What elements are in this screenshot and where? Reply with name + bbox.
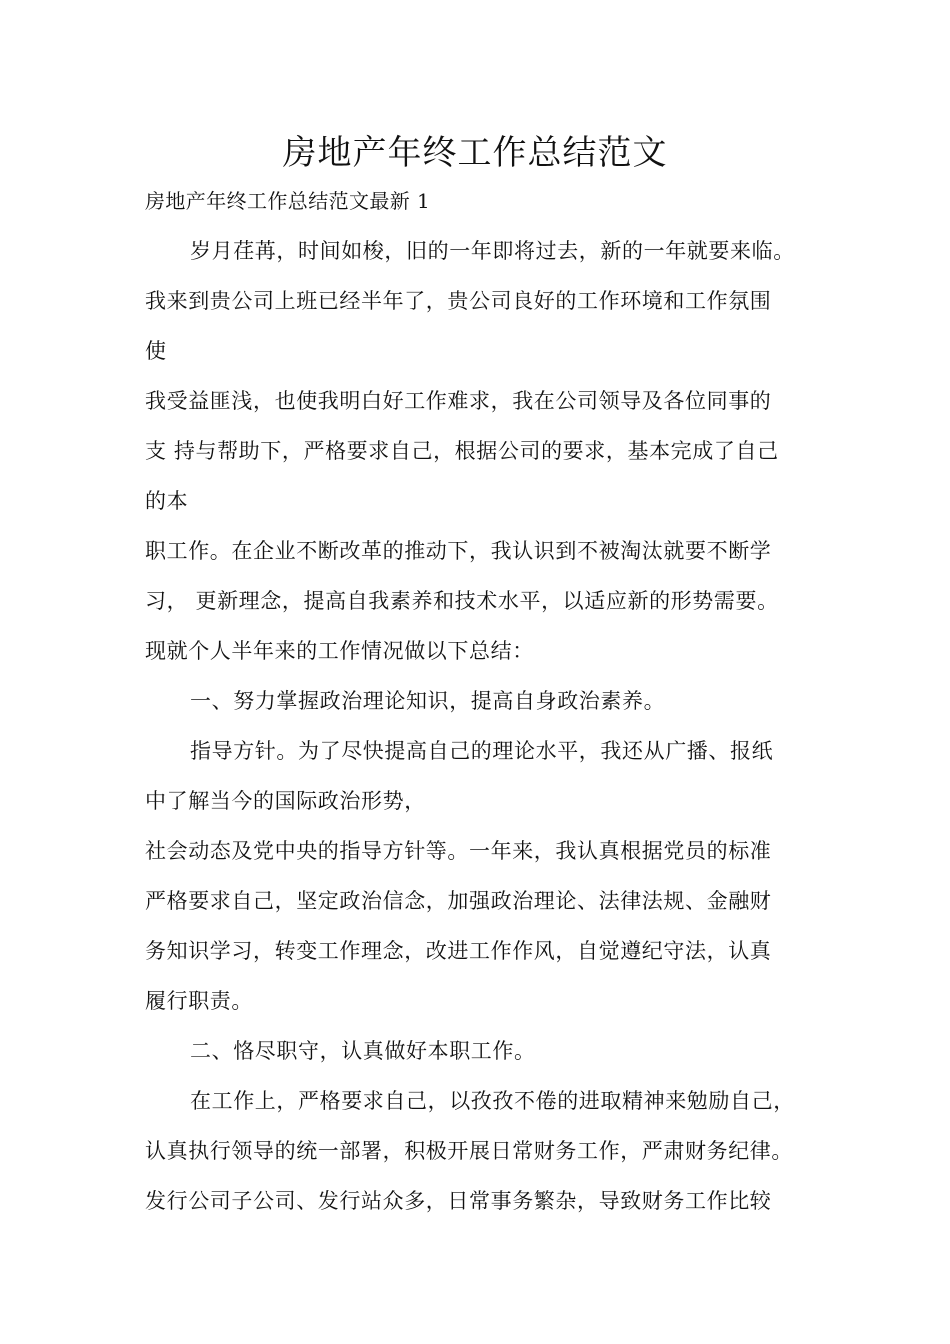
paragraph-line: 务知识学习，转变工作理念，改进工作作风，自觉遵纪守法，认真	[145, 939, 772, 963]
paragraph-line: 严格要求自己，坚定政治信念，加强政治理论、法律法规、金融财	[145, 889, 772, 913]
paragraph-line: 使	[145, 339, 167, 363]
paragraph-line: 我受益匪浅，也使我明白好工作难求，我在公司领导及各位同事的	[145, 389, 772, 413]
paragraph-line: 认真执行领导的统一部署，积极开展日常财务工作，严肃财务纪律。	[145, 1139, 793, 1163]
paragraph-line: 我来到贵公司上班已经半年了，贵公司良好的工作环境和工作氛围	[145, 289, 772, 313]
paragraph-line: 岁月荏苒，时间如梭，旧的一年即将过去，新的一年就要来临。	[190, 239, 795, 263]
section-heading: 二、恪尽职守，认真做好本职工作。	[190, 1039, 536, 1063]
paragraph-line: 习， 更新理念，提高自我素养和技术水平，以适应新的形势需要。	[145, 589, 779, 613]
paragraph-line: 履行职责。	[145, 989, 253, 1013]
paragraph-line: 在工作上，严格要求自己，以孜孜不倦的进取精神来勉励自己，	[190, 1089, 795, 1113]
paragraph-line: 职工作。在企业不断改革的推动下，我认识到不被淘汰就要不断学	[145, 539, 772, 563]
paragraph-line: 现就个人半年来的工作情况做以下总结：	[145, 639, 534, 663]
section-heading: 一、努力掌握政治理论知识，提高自身政治素养。	[190, 689, 666, 713]
paragraph-line: 中了解当今的国际政治形势，	[145, 789, 426, 813]
paragraph-line: 发行公司子公司、发行站众多，日常事务繁杂，导致财务工作比较	[145, 1189, 772, 1213]
paragraph-line: 支 持与帮助下，严格要求自己，根据公司的要求，基本完成了自己	[145, 439, 779, 463]
document-title: 房地产年终工作总结范文	[282, 133, 668, 173]
paragraph-line: 的本	[145, 489, 189, 513]
paragraph-line: 指导方针。为了尽快提高自己的理论水平，我还从广播、报纸	[190, 739, 774, 763]
paragraph-line: 社会动态及党中央的指导方针等。一年来，我认真根据党员的标准	[145, 839, 772, 863]
document-subtitle: 房地产年终工作总结范文最新 1	[145, 189, 431, 213]
